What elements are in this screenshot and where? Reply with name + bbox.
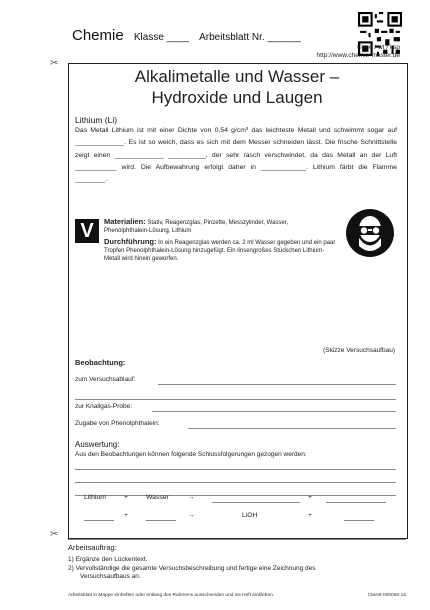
eq-plus: + xyxy=(124,512,128,519)
materials-text: Stativ, Reagenzglas, Pinzette, Messzylinder, Wasser, Phenolphthalein-Lösung, Lithium xyxy=(104,220,289,234)
assignment-item-2b: Versuchsaufbaus an. xyxy=(80,573,141,580)
assignment-heading: Arbeitsauftrag: xyxy=(68,543,117,552)
sketch-caption: (Skizze Versuchsaufbau) xyxy=(323,347,395,354)
credit-block xyxy=(317,44,400,60)
assignment-item-1: 1) Ergänze den Lückentext. xyxy=(68,556,148,563)
assignment-item-2: 2) Vervollständige die gesamte Versuchsbeschreibung und fertige eine Zeichnung des xyxy=(68,565,316,572)
materials-label: Materialien: xyxy=(104,217,146,226)
lithium-heading: Lithium (Li) xyxy=(75,115,118,125)
observation-row-2: zur Knallgas-Probe: xyxy=(75,403,133,410)
arbeitsblatt-label: Arbeitsblatt Nr. ______ xyxy=(199,32,301,43)
observation-row-1: zum Versuchsablauf: xyxy=(75,376,136,383)
lithium-text: Das Metall Lithium ist mit einer Dichte von 0,54 g/cm³ das leichteste Metall und schwimmt sogar auf _____________. Es ist so weich, dass es sich mit dem Messer schneiden lässt. Die frische Schnittstelle zeigt einen _____________ __________, der sehr rasch verschwindet, da das Metall an der Luft ___________ wird. Die Aufbewahrung erfolgt daher in ____________. Lithium färbt die Flamme ________. xyxy=(75,127,397,184)
answer-line xyxy=(344,520,374,521)
subject-label: Chemie xyxy=(72,27,124,44)
answer-line xyxy=(75,469,396,470)
eq-plus: + xyxy=(308,512,312,519)
document-code: CMAB-000065-15 xyxy=(367,593,406,598)
answer-line xyxy=(212,502,300,503)
scissors-icon: ✂ xyxy=(50,529,59,540)
evaluation-heading: Auswertung: xyxy=(75,440,120,449)
answer-line xyxy=(84,520,114,521)
answer-line xyxy=(75,399,396,400)
page-title xyxy=(68,66,406,108)
procedure-label: Durchführung: xyxy=(104,237,157,246)
eq-plus: + xyxy=(308,494,312,501)
answer-line xyxy=(188,428,396,429)
procedure-block xyxy=(104,238,336,263)
answer-line xyxy=(75,482,396,483)
answer-line xyxy=(152,411,396,412)
eq-arrow: → xyxy=(188,512,195,519)
klasse-label: Klasse ____ xyxy=(133,32,189,43)
materials-block xyxy=(104,218,334,235)
scissors-icon: ✂ xyxy=(50,58,59,69)
answer-line xyxy=(326,502,386,503)
eq-wasser: Wasser xyxy=(146,494,169,501)
eq-lithium: Lithium xyxy=(84,494,106,501)
evaluation-text: Aus den Beobachtungen können folgende Schlussfolgerungen gezogen werden: xyxy=(75,451,307,458)
procedure-text: In ein Reagenzglas werden ca. 2 ml Wasser gegeben und ein paar Tropfen Phenolphthalein-Lösung hinzugefügt. Ein linsengroßes Stückchen Lithium-Metall wird hinein geworfen. xyxy=(104,240,336,262)
credit-authors: © me / wt / ksp xyxy=(356,44,400,51)
safety-goggles-icon xyxy=(345,208,395,258)
observation-row-3: Zugabe von Phenolphthalein: xyxy=(75,420,160,427)
answer-line xyxy=(146,520,176,521)
title-line2: Hydroxide und Laugen xyxy=(151,88,323,107)
title-line1: Alkalimetalle und Wasser – xyxy=(134,67,340,86)
credit-url: http://www.chemie-master.de xyxy=(316,52,400,59)
divider xyxy=(68,539,406,540)
footer-note: Arbeitsblatt in Mappe einheften oder entlang des Rahmens ausschneiden und ins Heft einkleben. xyxy=(68,593,275,598)
eq-lioh: LiOH xyxy=(242,512,258,519)
observation-heading: Beobachtung: xyxy=(75,358,126,367)
eq-plus: + xyxy=(124,494,128,501)
experiment-badge: V xyxy=(75,219,99,243)
worksheet-header xyxy=(72,27,301,44)
answer-line xyxy=(158,384,396,385)
eq-arrow: → xyxy=(188,494,195,501)
